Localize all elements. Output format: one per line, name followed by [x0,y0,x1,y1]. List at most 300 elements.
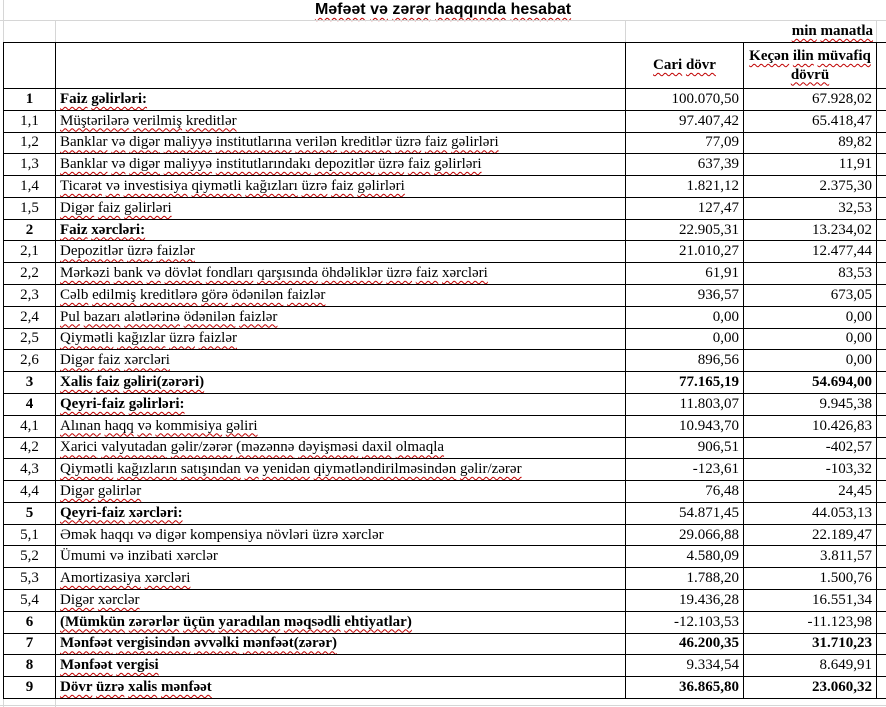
spellcheck-underlined-word: faizlər [239,308,278,325]
spellcheck-underlined-word: edilmiş [92,286,137,303]
spellcheck-underlined-word: məqsədli [283,613,341,630]
row-label [56,350,626,372]
table-row [4,328,886,350]
value-previous-period: 0,00 [744,306,877,328]
spellcheck-underlined-word: üzrə [95,679,125,696]
spellcheck-underlined-word: zərər [392,1,431,18]
value-previous-period: 0,00 [744,328,877,350]
spellcheck-underlined-word: xərcləri [124,352,170,369]
spellcheck-underlined-word: faiz [424,134,448,151]
value-previous-period: -11.123,98 [744,611,877,633]
grid-gutter-cell [877,611,886,633]
spellcheck-underlined-word: Banklar [60,156,108,173]
value-previous-period: 1.500,76 [744,568,877,590]
spellcheck-underlined-word: öhdəliklər [321,265,383,282]
spellcheck-underlined-word: xərcləri: [128,504,183,521]
grid-gutter-cell [877,328,886,350]
spellcheck-underlined-word: gəlirləri: [91,90,148,107]
spellcheck-underlined-word: dövlət [164,265,203,282]
spellcheck-underlined-word: Qiymətli [60,461,114,478]
value-current-period: 0,00 [626,306,744,328]
spellcheck-underlined-word: faiz [415,265,439,282]
spellcheck-underlined-word: ödənilən [231,286,284,303]
spellcheck-underlined-word: xərcləri [144,570,191,587]
row-number: 5 [4,502,56,524]
grid-gutter-cell [877,633,886,655]
spellcheck-underlined-word: Amortizasiya [60,570,141,587]
grid-gutter-header [877,43,886,89]
gridline-vertical-title-left [3,0,4,21]
value-current-period: 36.865,80 [626,677,744,699]
spellcheck-underlined-word: Digər [60,352,95,369]
column-header-current-period [626,43,744,89]
value-previous-period: 44.053,13 [744,502,877,524]
spellcheck-underlined-word: qarşısında [257,265,318,282]
row-label [56,263,626,285]
value-previous-period: 83,53 [744,263,877,285]
row-label [56,502,626,524]
spellcheck-underlined-word: Müştərilərə [60,112,130,129]
spellcheck-underlined-word: kağızları [245,178,298,195]
row-number: 1,4 [4,176,56,198]
value-current-period: 22.905,31 [626,219,744,241]
spellcheck-underlined-word: faizlər [156,243,195,260]
value-previous-period: 31.710,23 [744,633,877,655]
spellcheck-underlined-word: (Mümkün [60,613,126,630]
row-label: Ümumi və inzibati xərclər [56,546,626,568]
spellcheck-underlined-word: Digər [60,482,95,499]
row-number: 1,1 [4,110,56,132]
grid-gutter-cell [877,502,886,524]
table-row [4,589,886,611]
spellcheck-underlined-word: Dövr [60,679,93,696]
row-number: 5,1 [4,524,56,546]
spellcheck-underlined-word: verilən [295,134,338,151]
table-row [4,219,886,241]
row-number: 5,4 [4,589,56,611]
spellcheck-underlined-word: Qeyri-faiz [60,504,125,521]
spellcheck-underlined-word: daxil [361,439,392,456]
row-number: 2,3 [4,285,56,307]
spellcheck-underlined-word: investisiya [123,178,188,195]
value-previous-period: -103,32 [744,459,877,481]
spellcheck-underlined-word: qiymətli [191,178,242,195]
value-current-period: 1.821,12 [626,176,744,198]
grid-gutter-cell [877,415,886,437]
value-current-period: 4.580,09 [626,546,744,568]
table-row [4,89,886,111]
spellcheck-underlined-word: alətlərinə [124,308,180,325]
table-row [4,176,886,198]
value-previous-period: 673,05 [744,285,877,307]
grid-gutter-cell [877,350,886,372]
row-number: 8 [4,655,56,677]
row-label [56,328,626,350]
spellcheck-underlined-word: fondları [205,265,254,282]
spellcheck-underlined-word: gəlir/zərər [459,461,522,478]
spellcheck-underlined-word: kağızlar [117,330,166,347]
gridline-vertical-unitrow-d [876,21,877,42]
row-label [56,285,626,307]
value-current-period: 896,56 [626,350,744,372]
table-row [4,502,886,524]
value-current-period: 19.436,28 [626,589,744,611]
unit-note [3,21,876,42]
table-row [4,677,886,699]
grid-gutter-cell [877,677,886,699]
spellcheck-underlined-word: digər [129,134,160,151]
row-label [56,372,626,394]
spellcheck-underlined-word: Banklar [60,134,108,151]
gridline-vertical-unitrow-c [625,21,626,42]
spellcheck-underlined-word: vergisi [116,657,159,674]
gridline-horizontal-top [0,20,886,21]
row-label [56,655,626,677]
spellcheck-underlined-word: faiz [96,374,120,391]
table-row [4,415,886,437]
spellcheck-underlined-word: Faiz [60,90,88,107]
spellcheck-underlined-word: satışından [180,461,241,478]
spellcheck-underlined-word: haqq [104,417,134,434]
spellcheck-underlined-word: haqqında [435,1,507,18]
spellcheck-underlined-word: və [244,461,259,478]
row-label [56,611,626,633]
spellcheck-underlined-word: Xarici [60,439,98,456]
gridline-vertical-bottom-b [55,699,56,707]
spellcheck-underlined-word: Xalis [60,374,93,391]
spellcheck-underlined-word: Qeyri-faiz [60,395,125,412]
grid-gutter-cell [877,568,886,590]
value-previous-period: 67.928,02 [744,89,877,111]
grid-gutter-cell [877,655,886,677]
row-number: 4,3 [4,459,56,481]
row-number: 1,3 [4,154,56,176]
value-current-period: 76,48 [626,481,744,503]
spellcheck-underlined-word: və [111,134,126,151]
grid-gutter-cell [877,393,886,415]
row-label [56,677,626,699]
spellcheck-underlined-word: xərcləri: [91,221,146,238]
header-row [4,43,886,89]
gridline-vertical-unitrow-a [3,21,4,42]
spellcheck-underlined-word: Mərkəzi [60,265,110,282]
row-number: 5,3 [4,568,56,590]
row-number: 5,2 [4,546,56,568]
value-current-period: 100.070,50 [626,89,744,111]
value-current-period: 127,47 [626,197,744,219]
spellcheck-underlined-word: qiymətləndirilməsindən [313,461,457,478]
row-number: 2,6 [4,350,56,372]
value-current-period: 637,39 [626,154,744,176]
spellcheck-underlined-word: olmaqla [395,439,445,456]
value-previous-period: 65.418,47 [744,110,877,132]
value-current-period: -12.103,53 [626,611,744,633]
spellcheck-underlined-word: maliyyə [163,134,213,151]
spellcheck-underlined-word: yaradılan [218,613,281,630]
row-label: Əmək haqqı və digər kompensiya növləri üzrə xərclər [56,524,626,546]
table-row [4,546,886,568]
row-number: 6 [4,611,56,633]
spellcheck-underlined-word: vergisindən [116,635,191,652]
spellcheck-underlined-word: və [370,1,388,18]
grid-gutter-cell [877,154,886,176]
spellcheck-underlined-word: gəlir/zərər [170,439,233,456]
spellcheck-underlined-word: Faiz [60,221,88,238]
row-label [56,459,626,481]
grid-gutter-cell [877,263,886,285]
value-current-period: 54.871,45 [626,502,744,524]
spellcheck-underlined-word: gəlirləri [357,178,405,195]
table-row [4,154,886,176]
grid-gutter-cell [877,546,886,568]
spellcheck-underlined-word: Qiymətli [60,330,114,347]
value-previous-period: 8.649,91 [744,655,877,677]
row-label [56,241,626,263]
spellcheck-underlined-word: üzrə [169,330,195,347]
row-label [56,589,626,611]
spellcheck-underlined-word: bazarı [83,308,121,325]
grid-gutter-cell [877,132,886,154]
value-previous-period: 54.694,00 [744,372,877,394]
spellcheck-underlined-word: Keçən [749,47,790,64]
grid-gutter-cell [877,437,886,459]
row-label [56,154,626,176]
spellcheck-underlined-word: Məfəət [314,1,366,18]
spellcheck-underlined-word: üzrə [301,178,328,195]
row-number: 1 [4,89,56,111]
spellcheck-underlined-word: gəlirləri [124,199,172,216]
value-current-period: 0,00 [626,328,744,350]
row-number: 2,5 [4,328,56,350]
row-number: 4,4 [4,481,56,503]
grid-gutter-cell [877,219,886,241]
value-current-period: 46.200,35 [626,633,744,655]
spellcheck-underlined-word: dəyişməsi [298,439,359,456]
row-number: 3 [4,372,56,394]
spellcheck-underlined-word: institutlarındakı [215,156,311,173]
row-label [56,219,626,241]
table-row [4,241,886,263]
spellcheck-underlined-word: ilin [792,47,814,64]
value-current-period: 61,91 [626,263,744,285]
row-number: 9 [4,677,56,699]
spellcheck-underlined-word: üzrə [378,156,405,173]
grid-gutter-cell [877,241,886,263]
value-previous-period: 89,82 [744,132,877,154]
spellcheck-underlined-word: gəliri(zərəri) [123,374,205,391]
spellcheck-underlined-word: və [146,265,161,282]
grid-gutter-cell [877,589,886,611]
table-row [4,393,886,415]
value-current-period: 9.334,54 [626,655,744,677]
row-label [56,633,626,655]
value-current-period: 906,51 [626,437,744,459]
table-row [4,655,886,677]
spellcheck-underlined-word: hesabat [510,1,572,18]
spellcheck-underlined-word: xalis [128,679,158,696]
profit-loss-table [3,42,886,699]
row-label [56,176,626,198]
grid-gutter-cell [877,481,886,503]
grid-gutter-cell [877,110,886,132]
row-number: 4 [4,393,56,415]
row-number: 7 [4,633,56,655]
table-row [4,481,886,503]
gridline-horizontal-bottom [0,705,886,706]
spellcheck-underlined-word: üzrə [127,243,153,260]
row-number: 2,1 [4,241,56,263]
table-row [4,132,886,154]
table-row [4,568,886,590]
spellcheck-underlined-word: zərərlər [128,613,180,630]
spellcheck-underlined-word: Pul [60,308,81,325]
spellcheck-underlined-word: gəlirləri: [128,395,185,412]
column-header-previous-period [744,43,877,89]
spellcheck-underlined-word: gəlirləri [434,156,482,173]
spellcheck-underlined-word: faiz [97,352,121,369]
row-label [56,110,626,132]
value-current-period: -123,61 [626,459,744,481]
grid-gutter-cell [877,285,886,307]
table-row [4,197,886,219]
row-number: 2,4 [4,306,56,328]
row-label [56,437,626,459]
row-number: 4,1 [4,415,56,437]
spellcheck-underlined-word: gəliri [225,417,258,434]
table-row [4,633,886,655]
spellcheck-underlined-word: manatla [820,23,873,39]
column-header-empty-label [56,43,626,89]
value-previous-period: 22.189,47 [744,524,877,546]
spellcheck-underlined-word: faizlər [287,286,326,303]
spellcheck-underlined-word: gəlirlər [97,482,142,499]
table-row [4,459,886,481]
spellcheck-underlined-word: və [105,178,120,195]
value-previous-period: 24,45 [744,481,877,503]
row-label [56,306,626,328]
spellcheck-underlined-word: Mənfəət [60,657,113,674]
spellcheck-underlined-word: depozitlər [314,156,375,173]
row-number: 2 [4,219,56,241]
table-row [4,263,886,285]
spellcheck-underlined-word: Depozitlər [60,243,124,260]
value-previous-period: 9.945,38 [744,393,877,415]
table-row [4,350,886,372]
grid-gutter-cell [877,524,886,546]
value-current-period: 1.788,20 [626,568,744,590]
spellcheck-underlined-word: verilmiş [132,112,183,129]
row-number: 4,2 [4,437,56,459]
spellcheck-underlined-word: yenidən [262,461,310,478]
spellcheck-underlined-word: faiz [331,178,354,195]
value-current-period: 77.165,19 [626,372,744,394]
spellcheck-underlined-word: ödənilən [183,308,236,325]
spellcheck-underlined-word: min [791,23,817,39]
value-current-period: 936,57 [626,285,744,307]
value-current-period: 97.407,42 [626,110,744,132]
row-label [56,415,626,437]
value-previous-period: 23.060,32 [744,677,877,699]
spellcheck-underlined-word: (məzənnə [236,439,295,456]
value-current-period: 77,09 [626,132,744,154]
value-previous-period: 3.811,57 [744,546,877,568]
spellcheck-underlined-word: görə [201,286,228,303]
spellcheck-underlined-word: xərclər [97,591,140,608]
row-number: 1,2 [4,132,56,154]
column-header-empty-number [4,43,56,89]
grid-gutter-cell [877,89,886,111]
value-current-period: 29.066,88 [626,524,744,546]
spellcheck-underlined-word: kreditlərə [140,286,198,303]
value-previous-period: 13.234,02 [744,219,877,241]
spellcheck-underlined-word: Digər [60,199,95,216]
table-row [4,524,886,546]
gridline-vertical-bottom-a [3,699,4,707]
grid-gutter-cell [877,197,886,219]
value-current-period: 11.803,07 [626,393,744,415]
spellcheck-underlined-word: Cəlb [60,286,89,303]
spellcheck-underlined-word: Digər [60,591,95,608]
spellcheck-underlined-word: xərcləri [442,265,488,282]
spellcheck-underlined-word: Mənfəət [60,635,113,652]
spellcheck-underlined-word: kreditlər [340,134,392,151]
spellcheck-underlined-word: digər [129,156,160,173]
row-label [56,132,626,154]
spellcheck-underlined-word: Ticarət [60,178,102,195]
table-row [4,611,886,633]
row-label [56,197,626,219]
spellcheck-underlined-word: ehtiyatlar) [344,613,412,630]
spellcheck-underlined-word: institutlarına [215,134,292,151]
page-title [0,0,886,21]
spellcheck-underlined-word: faiz [97,199,121,216]
row-label [56,568,626,590]
spellcheck-underlined-word: maliyyə [163,156,213,173]
value-previous-period: 16.551,34 [744,589,877,611]
value-previous-period: 11,91 [744,154,877,176]
table-row [4,437,886,459]
grid-gutter-cell [877,372,886,394]
spellcheck-underlined-word: bank [113,265,143,282]
grid-gutter-cell [877,459,886,481]
spellcheck-underlined-word: və [137,417,152,434]
spellcheck-underlined-word: mənfəət(zərər) [242,635,337,652]
value-previous-period: 10.426,83 [744,415,877,437]
table-row [4,285,886,307]
row-label [56,393,626,415]
row-label [56,89,626,111]
row-number: 2,2 [4,263,56,285]
spellcheck-underlined-word: kağızların [117,461,178,478]
value-previous-period: 2.375,30 [744,176,877,198]
spellcheck-underlined-word: dövr [685,57,716,74]
spellcheck-underlined-word: əvvəlki [194,635,240,652]
spellcheck-underlined-word: Cari [653,57,683,74]
spellcheck-underlined-word: üçün [183,613,215,630]
value-previous-period: 32,53 [744,197,877,219]
table-row [4,110,886,132]
grid-gutter-cell [877,306,886,328]
row-number: 1,5 [4,197,56,219]
spellcheck-underlined-word: müvafiq [817,47,871,64]
spellcheck-underlined-word: kreditlər [185,112,237,129]
value-current-period: 21.010,27 [626,241,744,263]
spellcheck-underlined-word: faizlər [198,330,238,347]
value-previous-period: 0,00 [744,350,877,372]
grid-gutter-cell [877,176,886,198]
value-previous-period: -402,57 [744,437,877,459]
spellcheck-underlined-word: gəlirləri [451,134,499,151]
